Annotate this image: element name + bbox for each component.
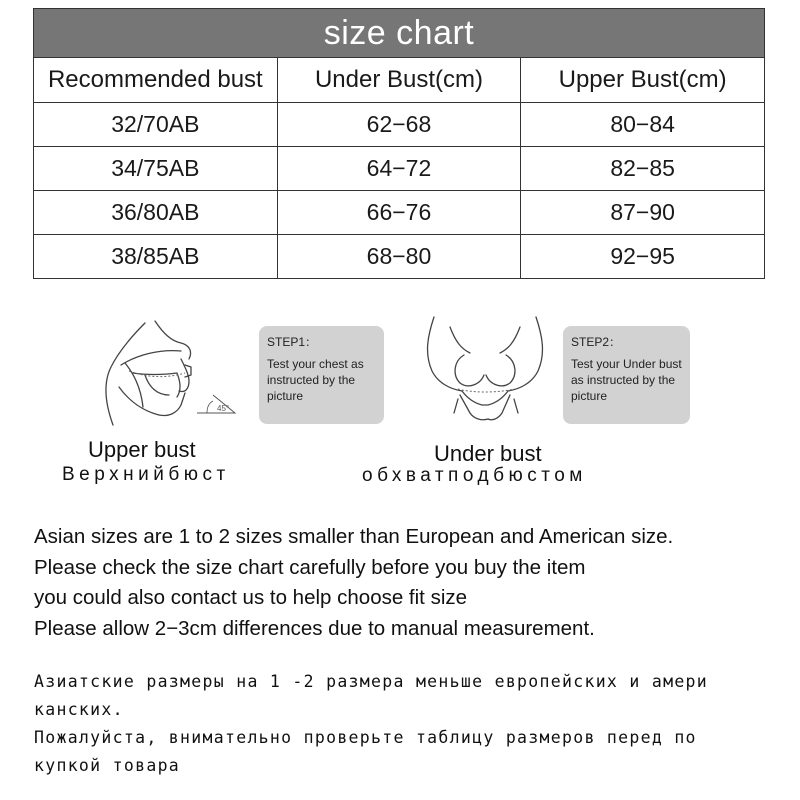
table-row	[34, 147, 765, 191]
english-notes	[34, 522, 774, 644]
step2-title: STEP2：	[571, 335, 622, 349]
header-upper-bust: Upper Bust(cm)	[521, 58, 765, 103]
upper-bust-measurement-illustration	[85, 315, 245, 430]
russian-notes	[34, 668, 754, 780]
step1-title: STEP1：	[267, 335, 318, 349]
angle-label: 45°	[217, 404, 230, 413]
step2-box	[563, 326, 690, 424]
table-title: size chart	[34, 9, 765, 58]
header-under-bust: Under Bust(cm)	[277, 58, 521, 103]
note-line: Please allow 2−3cm differences due to manual measurement.	[34, 616, 595, 640]
upper-bust-caption: Upper bust	[88, 437, 196, 462]
table-row	[34, 191, 765, 235]
cell-under-bust: 68−80	[277, 235, 521, 279]
under-bust-measurement-illustration	[410, 313, 560, 431]
table-row	[34, 103, 765, 147]
note-line: you could also contact us to help choose fit size	[34, 586, 468, 609]
step1-box	[259, 326, 384, 424]
cell-size: 38/85AB	[34, 235, 278, 279]
table-title-row	[34, 9, 765, 58]
cell-under-bust: 66−76	[277, 191, 521, 235]
table-row	[34, 235, 765, 279]
note-line: Пожалуйста, внимательно проверьте таблицу размеров перед по купкой товара	[34, 728, 697, 775]
under-bust-caption-ru: обхватподбюстом	[362, 465, 587, 486]
note-line: Азиатские размеры на 1 -2 размера меньше европейских и амери канских.	[34, 672, 709, 719]
cell-upper-bust: 82−85	[521, 147, 765, 191]
cell-under-bust: 62−68	[277, 103, 521, 147]
cell-size: 36/80AB	[34, 191, 278, 235]
step1-text: Test your chest as instructed by the picture	[267, 357, 364, 403]
step2-text: Test your Under bust as instructed by the picture	[571, 357, 682, 403]
cell-upper-bust: 92−95	[521, 235, 765, 279]
cell-upper-bust: 80−84	[521, 103, 765, 147]
note-line: Please check the size chart carefully before you buy the item	[34, 555, 586, 579]
upper-bust-caption-ru: Верхнийбюст	[62, 464, 230, 485]
note-line: Asian sizes are 1 to 2 sizes smaller than European and American size.	[34, 525, 674, 548]
cell-upper-bust: 87−90	[521, 191, 765, 235]
cell-under-bust: 64−72	[277, 147, 521, 191]
table-header-row	[34, 58, 765, 103]
cell-size: 32/70AB	[34, 103, 278, 147]
header-recommended-bust: Recommended bust	[34, 58, 278, 103]
size-chart-table	[33, 8, 765, 279]
cell-size: 34/75AB	[34, 147, 278, 191]
under-bust-caption: Under bust	[434, 441, 542, 466]
